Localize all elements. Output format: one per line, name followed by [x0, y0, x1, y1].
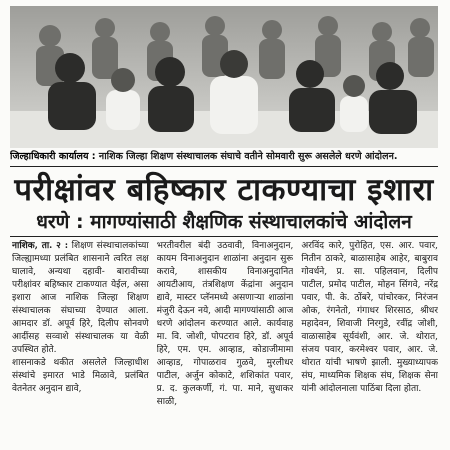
divider — [10, 166, 438, 167]
article-column-3 — [301, 240, 438, 444]
caption-location: जिल्हाधिकारी कार्यालय : — [10, 151, 96, 162]
photo-graphic — [10, 6, 438, 148]
photo-caption — [10, 150, 438, 164]
article-column-2 — [157, 240, 294, 444]
caption-text: नाशिक जिल्हा शिक्षण संस्थाचालक संघाचे वतीने सोमवारी सुरू असलेले धरणे आंदोलन. — [98, 151, 398, 162]
paragraph: शासनाकडे थकीत असलेले जिल्हाधीश संस्थांचे इमारत भाडे मिळावे, प्रलंबित वेतनेतर अनुदान द्यावे, — [12, 358, 149, 394]
article-body — [12, 240, 438, 444]
protest-photo — [10, 6, 438, 148]
paragraph: अरविंद कारे, पुरोहित, एस. आर. पवार, नितीन ठाकरे, बाळासाहेब आहेर, बाबुराव गोवर्धने, प्र. सा. पहिलवान, दिलीप पाटील, प्रमोद पाटील, मोहन सिंगवे, नरेंद्र पवार, पी. के. ठोंबरे, पांचोरकर, निरंजन ओक, रंगनेतो, गंगाधर शिरसाठ, श्रीधर महादेवन, शिवाजी निरगुडे, रवींद्र जोशी, वाळासाहेब सूर्यवंशी, आर. जे. थोरात, संजय पवार, करमेश्वर पवार, आर. जे. थोरात यांची भाषणे झाली. मुख्याध्यापक संघ, माध्यमिक शिक्षक संघ, शिक्षक सेना यांनी आंदोलनाला पाठिंबा दिला होता. — [301, 241, 438, 394]
paragraph: भरतीवरील बंदी उठवावी, विनाअनुदान, कायम विनाअनुदान शाळांना अनुदान सुरू करावे, शासकीय विनाअनुदानित आयटीआय, तंत्रशिक्षण केंद्रांना अनुदान द्यावे, मास्टर प्लॅनमध्ये असणाऱ्या शाळांना मंजुरी देऊन नये, आदी मागण्यांसाठी आज धरणे आंदोलन करण्यात आले. कार्यवाह मा. वि. जोशी, पोपटराव हिरे, डॉ. अपूर्व हिरे, एम. एम. आव्हाड, कोडाजीमामा आव्हाड, गोपाळराव गुळवे, मुरलीधर पाटील, अर्जुन कोकाटे, शशिकांत पवार, प्र. द. कुलकर्णी, गं. पा. माने, सुधाकर साळी, — [156, 241, 294, 407]
divider — [10, 236, 438, 237]
dateline: नाशिक, ता. २ : — [12, 241, 69, 251]
headline: परीक्षांवर बहिष्कार टाकण्याचा इशारा — [14, 172, 434, 208]
subheadline: धरणे : मागण्यांसाठी शैक्षणिक संस्थाचालकांचे आंदोलन — [36, 211, 412, 233]
article-column-1 — [12, 240, 149, 444]
paragraph: शिक्षण संस्थाचालकांच्या जिल्ह्यामध्या प्रलंबित शासनाने त्वरित लक्ष घालावे, अन्यथा दहावी- बारावीच्या परीक्षांवर बहिष्कार टाकण्यात येईल, असा इशारा आज नाशिक जिल्हा शिक्षण संस्थाचालक संघाच्या देण्यात आला. आमदार डॉ. अपूर्व हिरे, दिलीप सोनवणे आदींसह सव्वाशे संस्थाचालक या वेळी उपस्थित होते. — [12, 241, 149, 355]
